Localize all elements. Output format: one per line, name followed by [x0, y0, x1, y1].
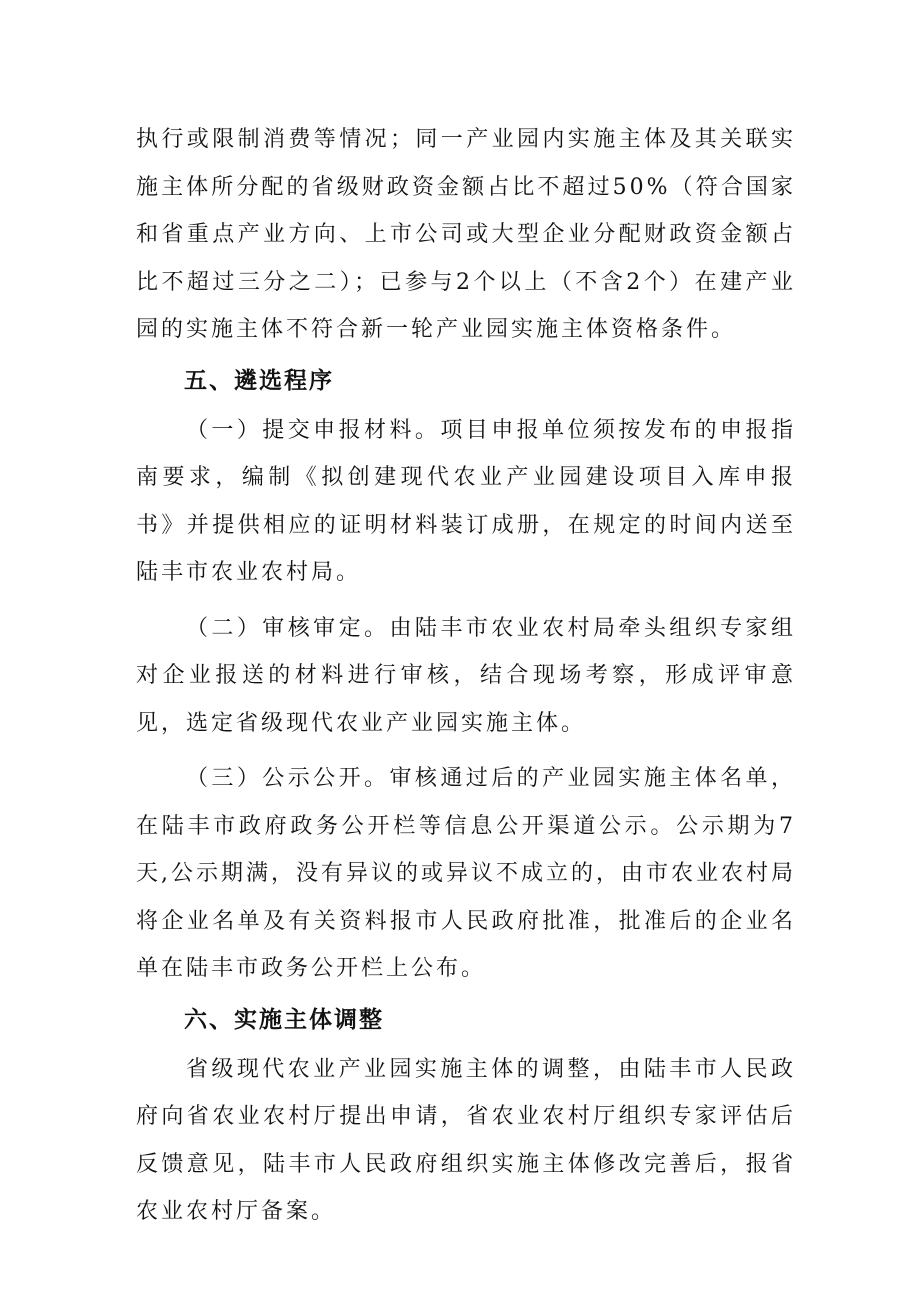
document-body	[136, 116, 796, 1236]
paragraph-public-notice: （三）公示公开。审核通过后的产业园实施主体名单，在陆丰市政府政务公开栏等信息公开渠道公示。公示期为7天,公示期满，没有异议的或异议不成立的，由市农业农村局将企业名单及有关资料报市人民政府批准，批准后的企业名单在陆丰市政务公开栏上公布。	[136, 766, 796, 981]
paragraph-review-approval: （二）审核审定。由陆丰市农业农村局牵头组织专家组对企业报送的材料进行审核，结合现场考察，形成评审意见，选定省级现代农业产业园实施主体。	[136, 615, 796, 736]
paragraph-entity-adjustment: 省级现代农业产业园实施主体的调整，由陆丰市人民政府向省农业农村厅提出申请，省农业农村厅组织专家评估后反馈意见，陆丰市人民政府组织实施主体修改完善后，报省农业农村厅备案。	[136, 1056, 796, 1224]
section-heading-selection-procedure: 五、遴选程序	[184, 367, 334, 394]
section-heading-entity-adjustment: 六、实施主体调整	[184, 1006, 384, 1033]
paragraph-submit-materials: （一）提交申报材料。项目申报单位须按发布的申报指南要求，编制《拟创建现代农业产业园建设项目入库申报书》并提供相应的证明材料装订成册，在规定的时间内送至陆丰市农业农村局。	[136, 417, 796, 585]
paragraph-continuation: 执行或限制消费等情况；同一产业园内实施主体及其关联实施主体所分配的省级财政资金额占比不超过50%（符合国家和省重点产业方向、上市公司或大型企业分配财政资金额占比不超过三分之二）；已参与2个以上（不含2个）在建产业园的实施主体不符合新一轮产业园实施主体资格条件。	[136, 127, 796, 342]
